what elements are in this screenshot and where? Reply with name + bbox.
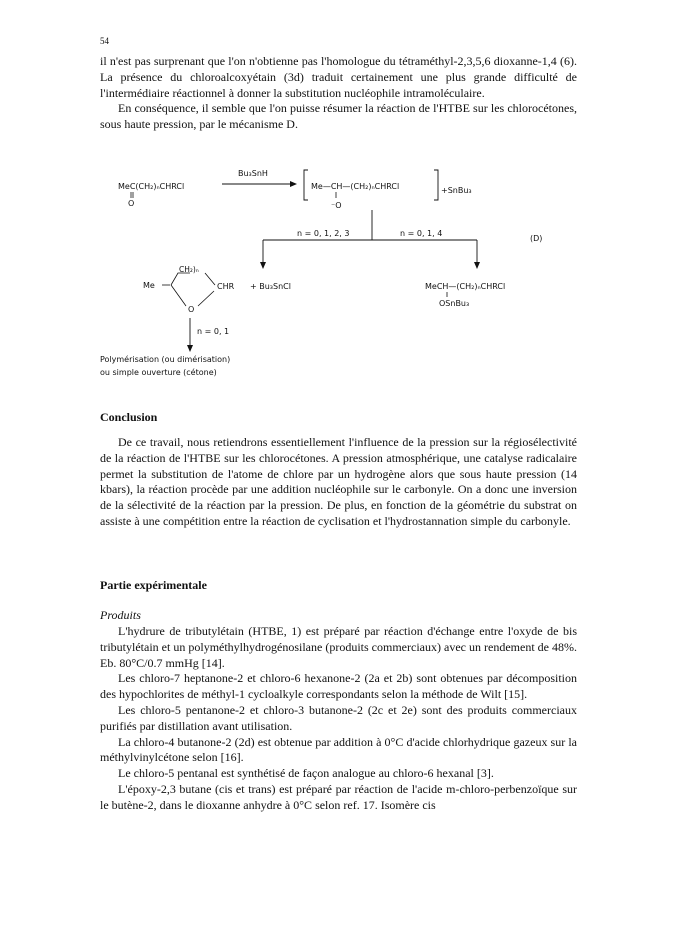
- arrowhead-left-icon: [260, 262, 266, 269]
- conclusion-block: [100, 435, 577, 530]
- experimental-paragraph-4: La chloro-4 butanone-2 (2d) est obtenue par addition à 0°C d'acide chlorhydrique gazeux sur la méthylvinylcétone selon [16].: [100, 734, 577, 765]
- down-arrowhead-icon: [187, 345, 193, 352]
- conclusion-heading: Conclusion: [100, 410, 158, 424]
- intro-block: [100, 54, 577, 133]
- branch-left-condition: n = 0, 1, 2, 3: [297, 229, 350, 238]
- mechanism-label: (D): [530, 234, 543, 243]
- open-product-formula: MeCH—(CH₂)ₙCHRCl: [425, 282, 506, 291]
- bracket-right: [434, 170, 438, 200]
- ring-oxygen: O: [188, 305, 195, 314]
- intro-paragraph-1: il n'est pas surprenant que l'on n'obtienne pas l'homologue du tétraméthyl-2,3,5,6 dioxanne-1,4 (6). La présence du chloroalcoxyétain (3d) traduit certainement une plus grande difficulté de l'intermédiaire réactionnel à donner la substitution nucléophile intramoléculaire.: [100, 54, 577, 100]
- experimental-paragraph-3: Les chloro-5 pentanone-2 et chloro-3 butanone-2 (2c et 2e) sont des produits commerciaux purifiés par distillation avant utilisation.: [100, 702, 577, 733]
- experimental-block: [100, 624, 577, 814]
- intermediate-oxygen: ⁻O: [331, 201, 342, 210]
- reagent-label: Bu₃SnH: [238, 169, 268, 178]
- experimental-heading: Partie expérimentale: [100, 578, 207, 592]
- polymerization-line-2: ou simple ouverture (cétone): [100, 368, 217, 377]
- ring-chr-label: CHR: [217, 282, 235, 291]
- reactant-oxygen: O: [128, 199, 135, 208]
- arrowhead-right-icon: [474, 262, 480, 269]
- ring-methyl: Me: [143, 281, 155, 290]
- intermediate-counterion: +SnBu₃: [441, 186, 472, 195]
- arrowhead-icon: [290, 181, 297, 187]
- intermediate-formula: Me—CH—(CH₂)ₙCHRCl: [311, 182, 400, 191]
- down-condition: n = 0, 1: [197, 327, 230, 336]
- experimental-paragraph-2: Les chloro-7 heptanone-2 et chloro-6 hexanone-2 (2a et 2b) sont obtenues par décomposition des hypochlorites de méthyl-1 cycloalkyle correspondants selon la méthode de Wilt [15].: [100, 671, 577, 702]
- ring-lower-left: [171, 285, 186, 306]
- ring-upper-left: [171, 273, 190, 285]
- ring-ch2-label: CH₂)ₙ: [179, 265, 199, 274]
- intro-paragraph-2: En conséquence, il semble que l'on puisse résumer la réaction de l'HTBE sur les chlorocétones, sous haute pression, par le mécanisme D.: [100, 101, 577, 132]
- experimental-paragraph-6: L'époxy-2,3 butane (cis et trans) est préparé par réaction de l'acide m-chloro-perbenzoïque sur le butène-2, dans le dioxanne anhydre à 0°C selon ref. 17. Isomère cis: [100, 781, 577, 812]
- bracket-left: [304, 170, 308, 200]
- branch-right-condition: n = 0, 1, 4: [400, 229, 443, 238]
- reactant-formula: MeC(CH₂)ₙCHRCl: [118, 182, 185, 191]
- ring-upper-right: [205, 273, 215, 285]
- experimental-paragraph-5: Le chloro-5 pentanal est synthétisé de façon analogue au chloro-6 hexanal [3].: [118, 766, 494, 781]
- ring-lower-right: [198, 291, 214, 306]
- polymerization-line-1: Polymérisation (ou dimérisation): [100, 355, 231, 364]
- page-number: 54: [100, 36, 109, 46]
- open-product-stannyl: OSnBu₃: [439, 299, 470, 308]
- experimental-paragraph-1: L'hydrure de tributylétain (HTBE, 1) est préparé par réaction d'échange entre l'oxyde de bis tributylétain et un polyméthylhydrogénosilane (produits commerciaux) avec un rendement de 48%. Eb. 80°C/0.7 mmHg [14].: [100, 624, 577, 670]
- products-subheading: Produits: [100, 608, 141, 622]
- ring-coproduct: + Bu₃SnCl: [250, 282, 291, 291]
- conclusion-paragraph: De ce travail, nous retiendrons essentiellement l'influence de la pression sur la régiosélectivité de la réaction de l'HTBE sur les chlorocétones. A pression atmosphérique, une catalyse radicalaire permet la substitution de l'atome de chlore par un hydrogène alors que sous haute pression (14 kbars), la réaction procède par une addition nucléophile sur le carbonyle. On a donc une inversion de la sélectivité de la réaction par la pression. De plus, en fonction de la géométrie du substrat on assiste à une compétition entre la réaction de cyclisation et l'hydrostannation simple du carbonyle.: [100, 435, 577, 528]
